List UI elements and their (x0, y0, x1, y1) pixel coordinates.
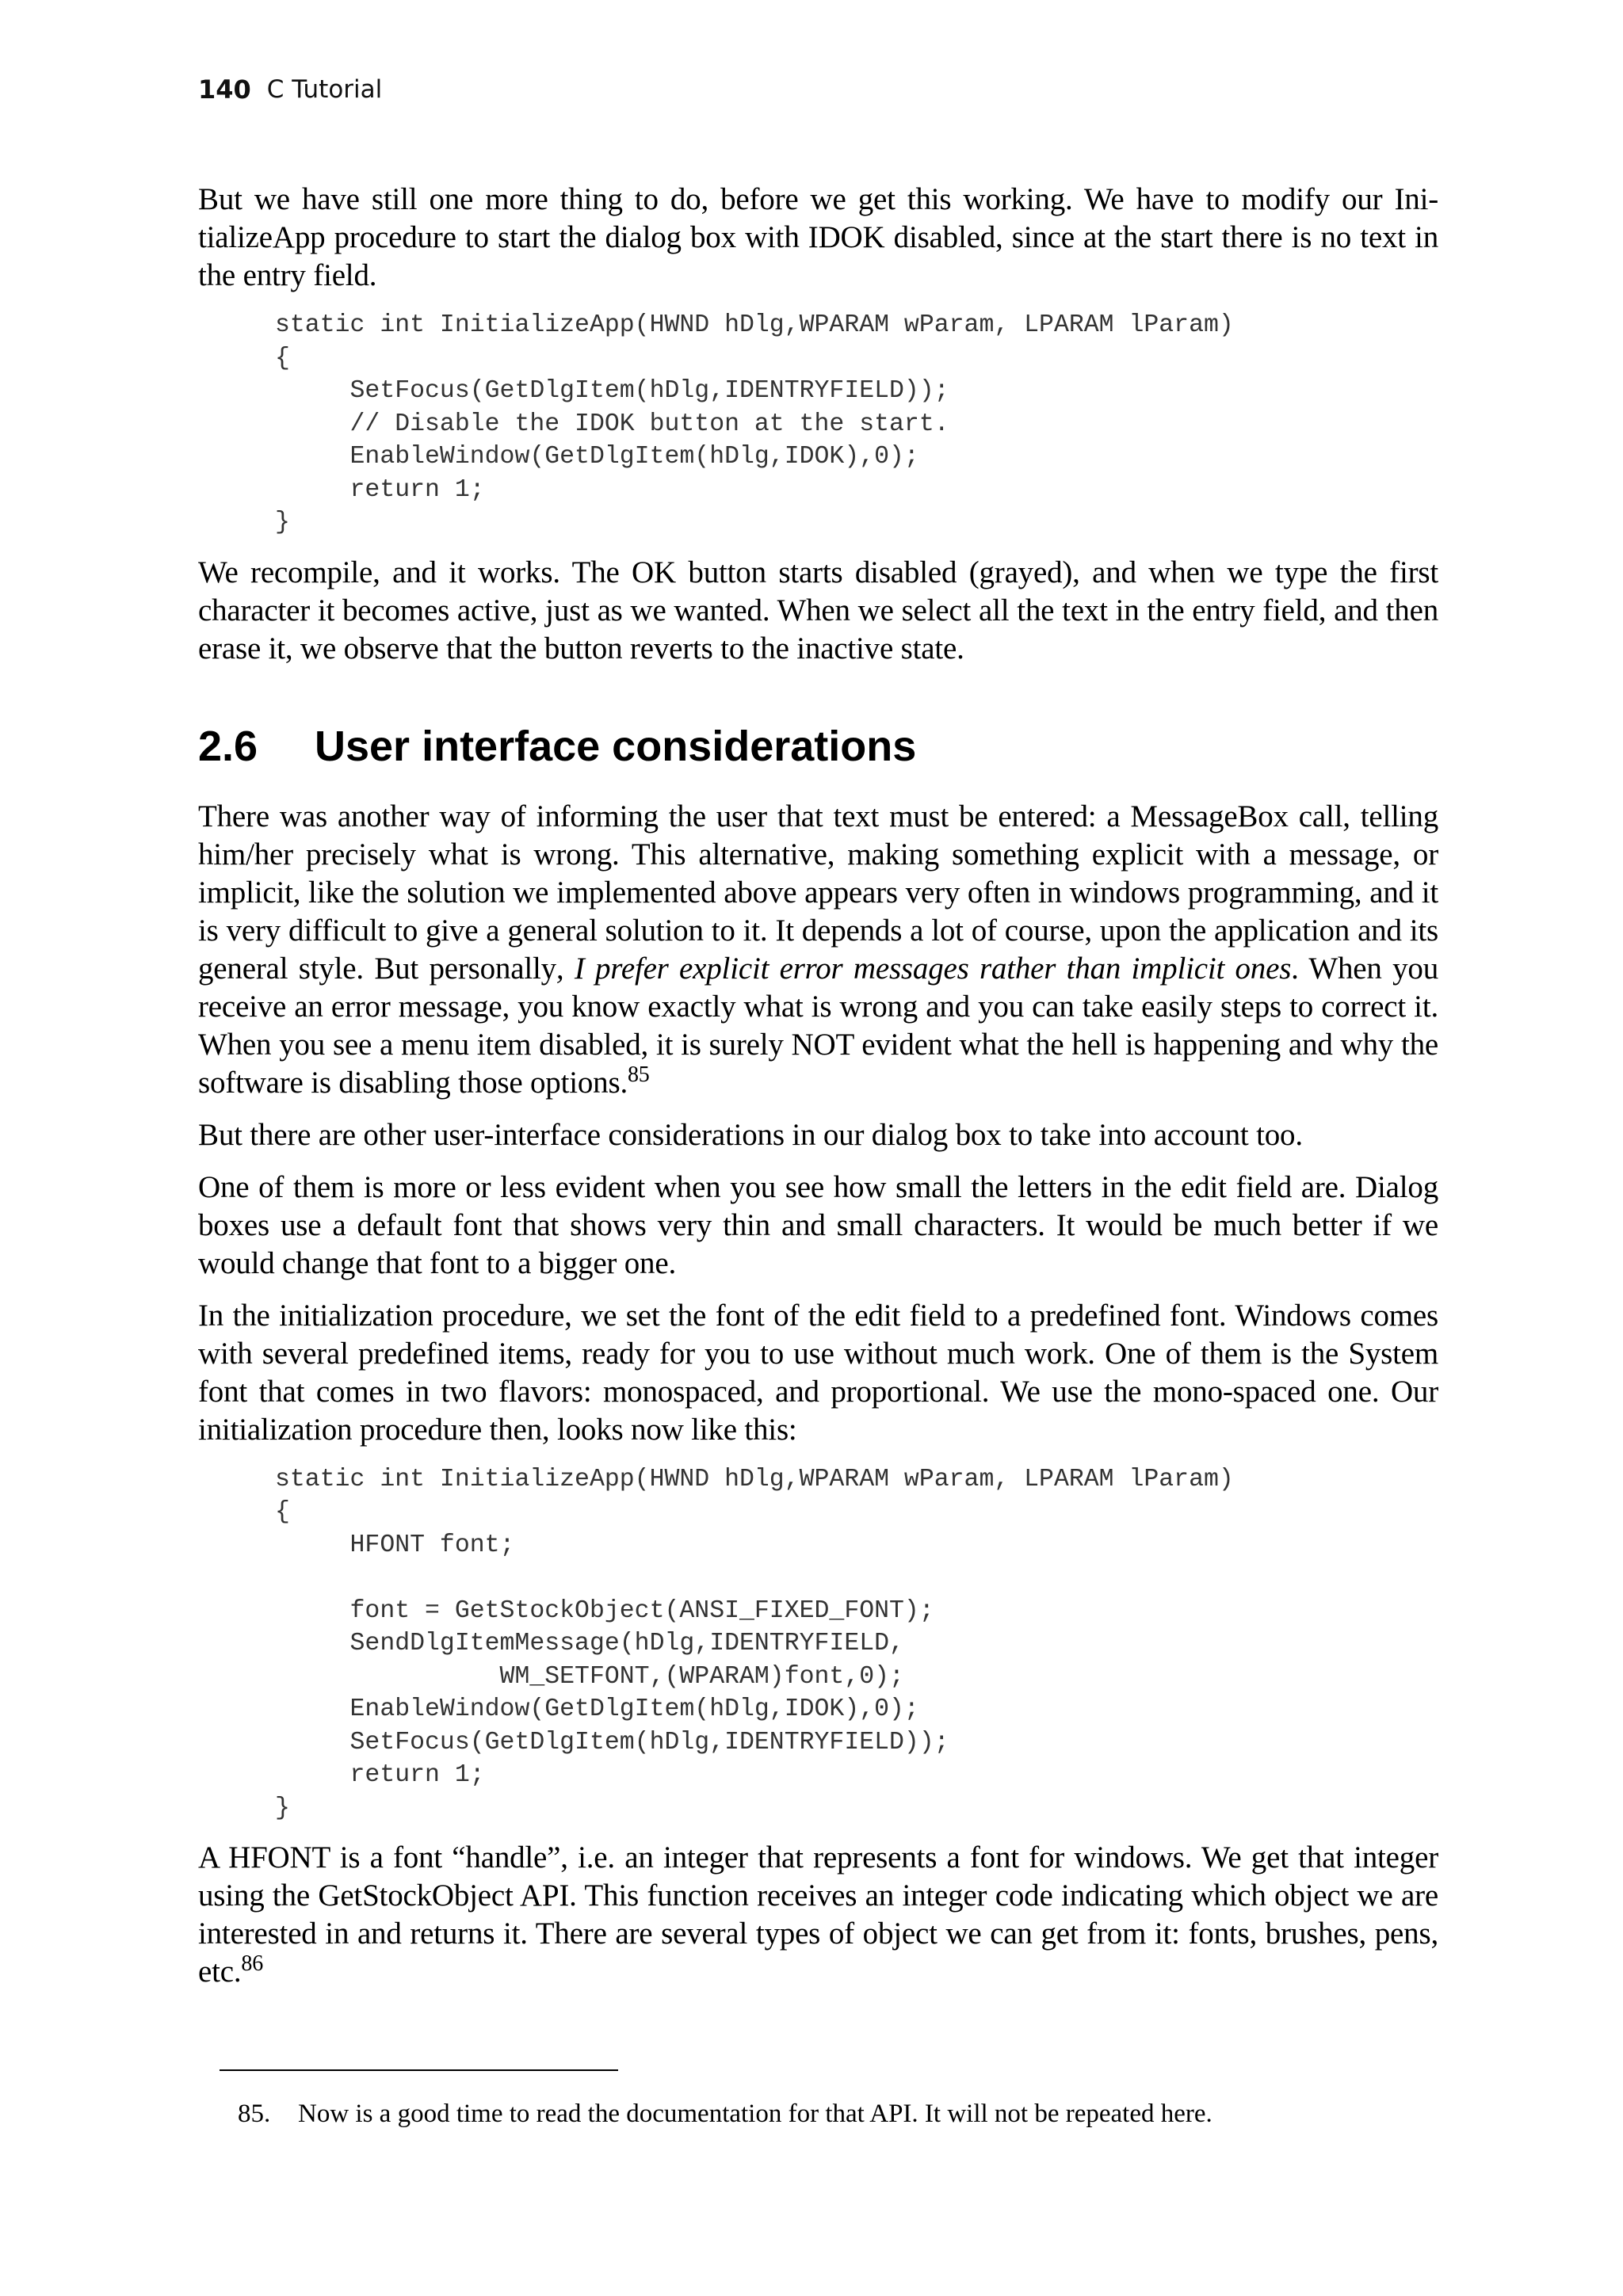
code-block-1: static int InitializeApp(HWND hDlg,WPARAM wParam, LPARAM lParam) { SetFocus(GetDlgItem(hDlg,IDENTRYFIELD)); // Disable the IDOK button at the start. EnableWindow(GetDlgItem(hDlg,IDOK),0); return 1; } (275, 311, 1234, 536)
paragraph-5: One of them is more or less evident when you see how small the letters in the edit field are. Dialog boxes use a default font that shows very thin and small characters. It would be much better if we would change that font to a bigger one. (198, 1169, 1438, 1280)
paragraph-6: In the initialization procedure, we set the font of the edit field to a predefined font. Windows comes with several predefined items, ready for you to use without much work. One of them is the System font that comes in two flavors: monospaced, and proportional. We use the mono-spaced one. Our initialization procedure then, looks now like this: (198, 1298, 1438, 1447)
paragraph-1: But we have still one more thing to do, before we get this working. We have to modify our Ini-tializeApp procedure to start the dialog box with IDOK disabled, since at the start there is no text in the entry field. (198, 182, 1438, 292)
paragraph-3 (198, 798, 1438, 1102)
page-body (198, 181, 1438, 2005)
paragraph-7-text: A HFONT is a font “handle”, i.e. an integer that represents a font for windows. We get that integer using the GetStockObject API. This function receives an integer code indicating which object we are interested in and returns it. There are several types of object we can get from it: fonts, brushes, pens, etc. (198, 1840, 1438, 1989)
footnote-85 (238, 2098, 1426, 2130)
running-title: C Tutorial (266, 75, 383, 104)
footnote-text: Now is a good time to read the documentation for that API. It will not be repeated here. (298, 2100, 1212, 2128)
section-number: 2.6 (198, 722, 258, 770)
document-page (198, 0, 1438, 2296)
footnote-ref-85[interactable]: 85 (628, 1062, 650, 1087)
section-heading (198, 722, 1438, 771)
footnote-divider (220, 2069, 618, 2071)
code-block-2: static int InitializeApp(HWND hDlg,WPARAM wParam, LPARAM lParam) { HFONT font; font = GetStockObject(ANSI_FIXED_FONT); SendDlgItemMessage(hDlg,IDENTRYFIELD, WM_SETFONT,(WPARAM)font,0); EnableWindow(GetDlgItem(hDlg,IDOK),0); SetFocus(GetDlgItem(hDlg,IDENTRYFIELD)); return 1; } (275, 1465, 1234, 1822)
running-header (198, 70, 382, 109)
paragraph-4: But there are other user-interface considerations in our dialog box to take into account too. (198, 1117, 1303, 1152)
page-number: 140 (198, 74, 251, 105)
section-title: User interface considerations (315, 722, 917, 770)
footnote-ref-86[interactable]: 86 (241, 1951, 264, 1976)
paragraph-3-text-a: There was another way of informing the user that text must be entered: a MessageBox call, telling him/her precisely what is wrong. This alternative, making something explicit with a message, or implicit, like the solution we implemented above appears very often in windows programming, and it is very difficult to give a general solution to it. It depends a lot of course, upon the application and its general style. But personally (198, 799, 1438, 986)
paragraph-3-text-b: . When you receive an error message, you know exactly what is wrong and you can take easily steps to correct it. When you see a menu item disabled, it is surely NOT evident what the hell is happening and why the software is disabling those options. (198, 951, 1438, 1100)
paragraph-7 (198, 1839, 1438, 1991)
paragraph-3-emphasis: , I prefer explicit error messages rather than implicit ones (556, 951, 1292, 986)
paragraph-2: We recompile, and it works. The OK button starts disabled (grayed), and when we type the first character it becomes active, just as we wanted. When we select all the text in the entry field, and then erase it, we observe that the button reverts to the inactive state. (198, 555, 1438, 666)
footnote-number: 85. (238, 2100, 271, 2128)
